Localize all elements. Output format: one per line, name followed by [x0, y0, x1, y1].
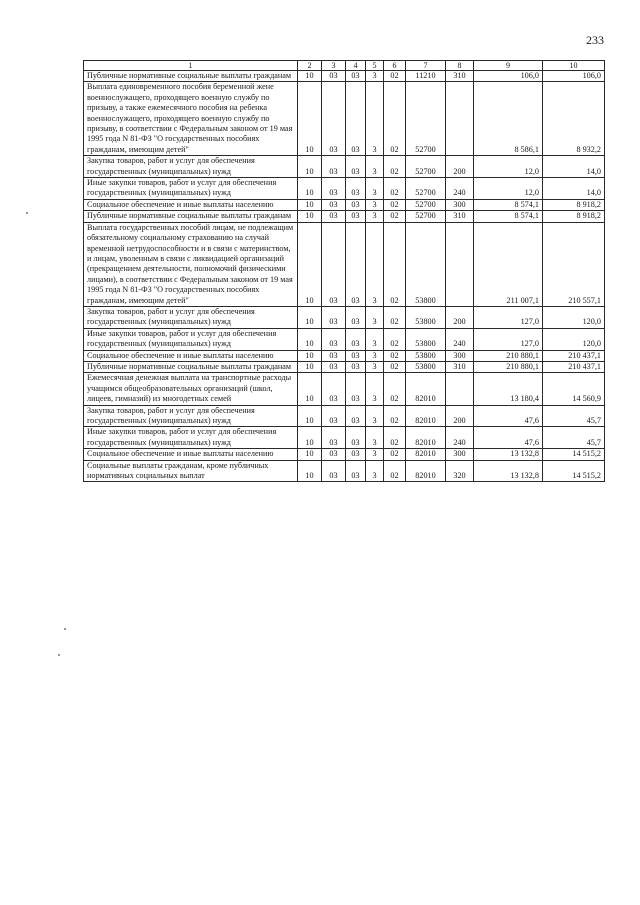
- row-description: Выплата единовременного пособия беременной жене военнослужащего, проходящего военную службу по призыву, а также ежемесячного пособия на ребенка военнослужащего, проходящего военную службу по призыву, в соответствии с Федеральным законом от 19 мая 1995 года N 81-ФЗ "О государственных пособиях гражданам, имеющим детей": [84, 82, 298, 156]
- table-row: [84, 427, 605, 449]
- amount-year-2: 210 437,1: [543, 350, 605, 361]
- row-description: Закупка товаров, работ и услуг для обеспечения государственных (муниципальных) нужд: [84, 306, 298, 328]
- code-expense-type: [446, 222, 474, 306]
- code-program: 03: [346, 350, 366, 361]
- code-subprogram: 3: [366, 199, 384, 210]
- table-row: [84, 449, 605, 460]
- amount-year-2: 8 918,2: [543, 199, 605, 210]
- code-program: 03: [346, 373, 366, 405]
- amount-year-2: 120,0: [543, 328, 605, 350]
- code-section: 10: [298, 328, 322, 350]
- table-row: [84, 156, 605, 178]
- amount-year-2: 14 515,2: [543, 460, 605, 482]
- code-direction: 82010: [406, 460, 446, 482]
- code-subsection: 03: [322, 156, 346, 178]
- row-description: Закупка товаров, работ и услуг для обеспечения государственных (муниципальных) нужд: [84, 405, 298, 427]
- code-expense-type: 240: [446, 178, 474, 200]
- header-row: [84, 61, 605, 71]
- header-cell: 10: [543, 61, 605, 71]
- code-section: 10: [298, 449, 322, 460]
- code-direction: 53800: [406, 361, 446, 372]
- code-subprogram: 3: [366, 405, 384, 427]
- code-section: 10: [298, 82, 322, 156]
- code-subsection: 03: [322, 373, 346, 405]
- code-direction: 82010: [406, 427, 446, 449]
- code-section: 10: [298, 156, 322, 178]
- code-event: 02: [384, 71, 406, 82]
- row-description: Публичные нормативные социальные выплаты гражданам: [84, 71, 298, 82]
- amount-year-1: 127,0: [474, 306, 543, 328]
- table-row: [84, 350, 605, 361]
- header-cell: 5: [366, 61, 384, 71]
- code-subprogram: 3: [366, 306, 384, 328]
- code-program: 03: [346, 427, 366, 449]
- code-event: 02: [384, 211, 406, 222]
- code-section: 10: [298, 460, 322, 482]
- amount-year-1: 8 574,1: [474, 199, 543, 210]
- row-description: Закупка товаров, работ и услуг для обеспечения государственных (муниципальных) нужд: [84, 156, 298, 178]
- amount-year-2: 45,7: [543, 405, 605, 427]
- code-expense-type: 240: [446, 427, 474, 449]
- code-program: 03: [346, 361, 366, 372]
- code-expense-type: 200: [446, 156, 474, 178]
- code-expense-type: 310: [446, 361, 474, 372]
- code-section: 10: [298, 427, 322, 449]
- code-section: 10: [298, 350, 322, 361]
- code-section: 10: [298, 373, 322, 405]
- row-description: Социальное обеспечение и иные выплаты населению: [84, 350, 298, 361]
- code-subprogram: 3: [366, 222, 384, 306]
- row-description: Социальное обеспечение и иные выплаты населению: [84, 449, 298, 460]
- code-subprogram: 3: [366, 361, 384, 372]
- amount-year-2: 120,0: [543, 306, 605, 328]
- table-row: [84, 460, 605, 482]
- code-section: 10: [298, 361, 322, 372]
- table-row: [84, 222, 605, 306]
- table-row: [84, 405, 605, 427]
- amount-year-2: 14 515,2: [543, 449, 605, 460]
- code-expense-type: 300: [446, 449, 474, 460]
- code-section: 10: [298, 405, 322, 427]
- code-subsection: 03: [322, 199, 346, 210]
- amount-year-2: 45,7: [543, 427, 605, 449]
- code-program: 03: [346, 328, 366, 350]
- budget-table: [83, 60, 605, 482]
- code-direction: 52700: [406, 199, 446, 210]
- row-description: Социальное обеспечение и иные выплаты населению: [84, 199, 298, 210]
- code-subprogram: 3: [366, 449, 384, 460]
- table-row: [84, 211, 605, 222]
- code-expense-type: 300: [446, 199, 474, 210]
- code-subsection: 03: [322, 71, 346, 82]
- code-subsection: 03: [322, 178, 346, 200]
- code-subprogram: 3: [366, 82, 384, 156]
- amount-year-2: 14 560,9: [543, 373, 605, 405]
- code-subsection: 03: [322, 350, 346, 361]
- header-cell: 7: [406, 61, 446, 71]
- code-section: 10: [298, 222, 322, 306]
- row-description: Ежемесячная денежная выплата на транспортные расходы учащимся общеобразовательных организаций (школ, лицеев, гимназий) из многодетных семей: [84, 373, 298, 405]
- header-cell: 8: [446, 61, 474, 71]
- code-event: 02: [384, 156, 406, 178]
- header-cell: 4: [346, 61, 366, 71]
- code-subsection: 03: [322, 460, 346, 482]
- code-section: 10: [298, 71, 322, 82]
- code-direction: 52700: [406, 211, 446, 222]
- amount-year-1: 210 880,1: [474, 361, 543, 372]
- amount-year-1: 12,0: [474, 156, 543, 178]
- table-row: [84, 71, 605, 82]
- row-description: Выплата государственных пособий лицам, не подлежащим обязательному социальному страхованию на случай временной нетрудоспособности и в связи с материнством, и лицам, уволенным в связи с ликвидацией организаций (прекращением деятельности, полномочий физическими лицами), в соответствии с Федеральным законом от 19 мая 1995 года N 81-ФЗ "О государственных пособиях гражданам, имеющим детей": [84, 222, 298, 306]
- row-description: Публичные нормативные социальные выплаты гражданам: [84, 211, 298, 222]
- code-section: 10: [298, 211, 322, 222]
- row-description: Иные закупки товаров, работ и услуг для обеспечения государственных (муниципальных) нужд: [84, 328, 298, 350]
- amount-year-1: 13 132,8: [474, 460, 543, 482]
- code-subprogram: 3: [366, 211, 384, 222]
- code-program: 03: [346, 306, 366, 328]
- code-subsection: 03: [322, 449, 346, 460]
- code-subprogram: 3: [366, 156, 384, 178]
- code-expense-type: [446, 82, 474, 156]
- header-cell: 6: [384, 61, 406, 71]
- amount-year-1: 13 132,8: [474, 449, 543, 460]
- amount-year-2: 106,0: [543, 71, 605, 82]
- code-subsection: 03: [322, 328, 346, 350]
- code-program: 03: [346, 82, 366, 156]
- code-direction: 53800: [406, 306, 446, 328]
- amount-year-1: 106,0: [474, 71, 543, 82]
- amount-year-1: 8 586,1: [474, 82, 543, 156]
- code-subsection: 03: [322, 82, 346, 156]
- header-cell: 2: [298, 61, 322, 71]
- code-direction: 52700: [406, 156, 446, 178]
- code-subsection: 03: [322, 405, 346, 427]
- code-direction: 53800: [406, 222, 446, 306]
- amount-year-1: 8 574,1: [474, 211, 543, 222]
- header-cell: 9: [474, 61, 543, 71]
- scan-speck: [26, 212, 28, 214]
- code-program: 03: [346, 222, 366, 306]
- code-program: 03: [346, 156, 366, 178]
- code-section: 10: [298, 199, 322, 210]
- code-event: 02: [384, 328, 406, 350]
- code-section: 10: [298, 306, 322, 328]
- code-program: 03: [346, 211, 366, 222]
- code-direction: 82010: [406, 405, 446, 427]
- table-row: [84, 199, 605, 210]
- code-expense-type: 200: [446, 306, 474, 328]
- table-row: [84, 82, 605, 156]
- amount-year-1: 13 180,4: [474, 373, 543, 405]
- amount-year-2: 14,0: [543, 156, 605, 178]
- code-direction: 53800: [406, 350, 446, 361]
- amount-year-1: 127,0: [474, 328, 543, 350]
- code-program: 03: [346, 199, 366, 210]
- code-subprogram: 3: [366, 71, 384, 82]
- code-program: 03: [346, 178, 366, 200]
- table-row: [84, 306, 605, 328]
- code-subprogram: 3: [366, 350, 384, 361]
- code-direction: 52700: [406, 82, 446, 156]
- code-program: 03: [346, 460, 366, 482]
- amount-year-2: 8 932,2: [543, 82, 605, 156]
- row-description: Иные закупки товаров, работ и услуг для обеспечения государственных (муниципальных) нужд: [84, 178, 298, 200]
- amount-year-2: 210 557,1: [543, 222, 605, 306]
- code-event: 02: [384, 449, 406, 460]
- code-program: 03: [346, 449, 366, 460]
- amount-year-1: 210 880,1: [474, 350, 543, 361]
- code-subprogram: 3: [366, 427, 384, 449]
- table-row: [84, 373, 605, 405]
- scan-speck: [64, 628, 66, 630]
- amount-year-2: 14,0: [543, 178, 605, 200]
- code-expense-type: 310: [446, 211, 474, 222]
- code-direction: 11210: [406, 71, 446, 82]
- amount-year-1: 47,6: [474, 405, 543, 427]
- code-subsection: 03: [322, 211, 346, 222]
- code-expense-type: [446, 373, 474, 405]
- code-event: 02: [384, 361, 406, 372]
- code-subprogram: 3: [366, 460, 384, 482]
- code-event: 02: [384, 306, 406, 328]
- code-direction: 52700: [406, 178, 446, 200]
- code-section: 10: [298, 178, 322, 200]
- code-event: 02: [384, 460, 406, 482]
- code-event: 02: [384, 82, 406, 156]
- code-subsection: 03: [322, 361, 346, 372]
- code-expense-type: 310: [446, 71, 474, 82]
- table-row: [84, 328, 605, 350]
- code-event: 02: [384, 427, 406, 449]
- code-event: 02: [384, 199, 406, 210]
- amount-year-2: 8 918,2: [543, 211, 605, 222]
- code-event: 02: [384, 373, 406, 405]
- code-subsection: 03: [322, 222, 346, 306]
- code-subprogram: 3: [366, 328, 384, 350]
- amount-year-2: 210 437,1: [543, 361, 605, 372]
- code-expense-type: 320: [446, 460, 474, 482]
- code-direction: 82010: [406, 449, 446, 460]
- code-expense-type: 240: [446, 328, 474, 350]
- code-direction: 53800: [406, 328, 446, 350]
- table-row: [84, 361, 605, 372]
- code-event: 02: [384, 405, 406, 427]
- code-event: 02: [384, 222, 406, 306]
- page-number: 233: [586, 33, 604, 47]
- code-subprogram: 3: [366, 373, 384, 405]
- amount-year-1: 12,0: [474, 178, 543, 200]
- scan-speck: [58, 654, 60, 656]
- code-subprogram: 3: [366, 178, 384, 200]
- code-subsection: 03: [322, 306, 346, 328]
- amount-year-1: 211 007,1: [474, 222, 543, 306]
- code-event: 02: [384, 350, 406, 361]
- header-cell: 3: [322, 61, 346, 71]
- code-subsection: 03: [322, 427, 346, 449]
- row-description: Иные закупки товаров, работ и услуг для обеспечения государственных (муниципальных) нужд: [84, 427, 298, 449]
- code-event: 02: [384, 178, 406, 200]
- amount-year-1: 47,6: [474, 427, 543, 449]
- row-description: Социальные выплаты гражданам, кроме публичных нормативных социальных выплат: [84, 460, 298, 482]
- code-direction: 82010: [406, 373, 446, 405]
- code-expense-type: 200: [446, 405, 474, 427]
- code-expense-type: 300: [446, 350, 474, 361]
- code-program: 03: [346, 71, 366, 82]
- header-cell: 1: [84, 61, 298, 71]
- table-row: [84, 178, 605, 200]
- row-description: Публичные нормативные социальные выплаты гражданам: [84, 361, 298, 372]
- code-program: 03: [346, 405, 366, 427]
